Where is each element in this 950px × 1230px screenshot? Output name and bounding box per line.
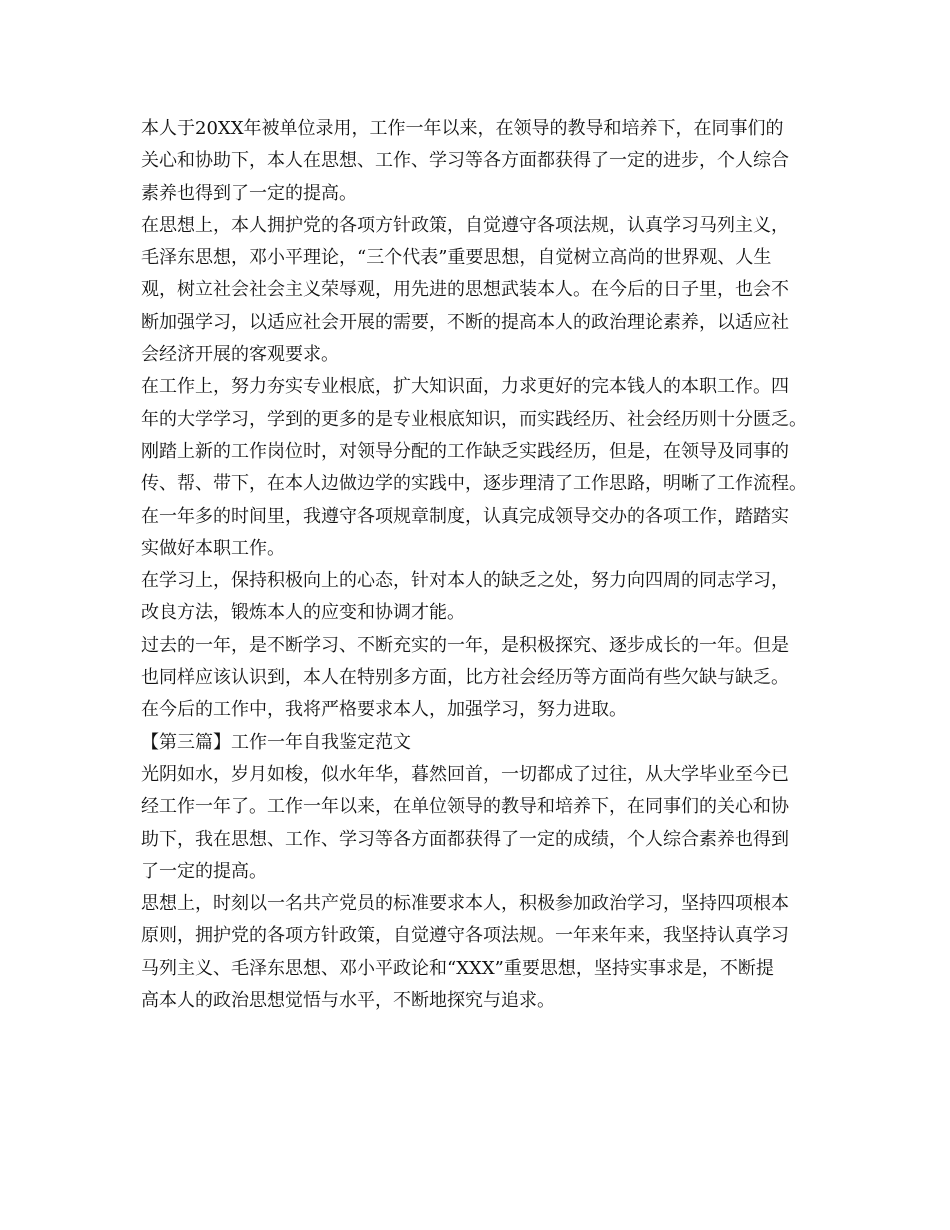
text-line: 思想上，时刻以一名共产党员的标准要求本人，积极参加政治学习，坚持四项根本	[141, 893, 789, 915]
text-line: 也同样应该认识到，本人在特别多方面，比方社会经历等方面尚有些欠缺与缺乏。	[141, 667, 789, 689]
text-line: 过去的一年，是不断学习、不断充实的一年，是积极探究、逐步成长的一年。但是	[141, 634, 789, 656]
text-line: 了一定的提高。	[141, 860, 267, 882]
text-line: 在工作上，努力夯实专业根底，扩大知识面，力求更好的完本钱人的本职工作。四	[141, 376, 789, 398]
text-line: 高本人的政治思想觉悟与水平，不断地探究与追求。	[141, 990, 555, 1012]
section-heading: 【第三篇】工作一年自我鉴定范文	[141, 731, 411, 753]
text-line: 在学习上，保持积极向上的心态，针对本人的缺乏之处，努力向四周的同志学习，	[141, 570, 789, 592]
text-line: 实做好本职工作。	[141, 537, 285, 559]
text-line: 改良方法，锻炼本人的应变和协调才能。	[141, 602, 465, 624]
text-line: 年的大学学习，学到的更多的是专业根底知识，而实践经历、社会经历则十分匮乏。	[141, 408, 807, 430]
text-line: 传、帮、带下，在本人边做边学的实践中，逐步理清了工作思路，明晰了工作流程。	[141, 473, 807, 495]
text-line: 刚踏上新的工作岗位时，对领导分配的工作缺乏实践经历，但是，在领导及同事的	[141, 440, 789, 462]
text-line: 本人于20XX年被单位录用，工作一年以来，在领导的教导和培养下，在同事们的	[141, 118, 784, 139]
text-line: 在今后的工作中，我将严格要求本人，加强学习，努力进取。	[141, 699, 627, 721]
text-line: 断加强学习，以适应社会开展的需要，不断的提高本人的政治理论素养，以适应社	[141, 311, 789, 333]
text-line: 会经济开展的客观要求。	[141, 344, 339, 366]
text-line: 观，树立社会社会主义荣辱观，用先进的思想武装本人。在今后的日子里，也会不	[141, 279, 789, 301]
text-line: 关心和协助下，本人在思想、工作、学习等各方面都获得了一定的进步，个人综合	[141, 150, 789, 172]
text-line: 毛泽东思想，邓小平理论，“三个代表”重要思想，自觉树立高尚的世界观、人生	[141, 247, 772, 269]
text-line: 助下，我在思想、工作、学习等各方面都获得了一定的成绩，个人综合素养也得到	[141, 828, 789, 850]
text-line: 马列主义、毛泽东思想、邓小平政论和“XXX”重要思想，坚持实事求是，不断提	[141, 957, 774, 979]
text-line: 在思想上，本人拥护党的各项方针政策，自觉遵守各项法规，认真学习马列主义，	[141, 214, 789, 236]
text-line: 在一年多的时间里，我遵守各项规章制度，认真完成领导交办的各项工作，踏踏实	[141, 505, 789, 527]
document-body	[141, 113, 831, 1017]
text-line: 素养也得到了一定的提高。	[141, 182, 357, 204]
text-line: 原则，拥护党的各项方针政策，自觉遵守各项法规。一年来年来，我坚持认真学习	[141, 925, 789, 947]
text-line: 经工作一年了。工作一年以来，在单位领导的教导和培养下，在同事们的关心和协	[141, 796, 789, 818]
text-line: 光阴如水，岁月如梭，似水年华，暮然回首，一切都成了过往，从大学毕业至今已	[141, 763, 789, 785]
